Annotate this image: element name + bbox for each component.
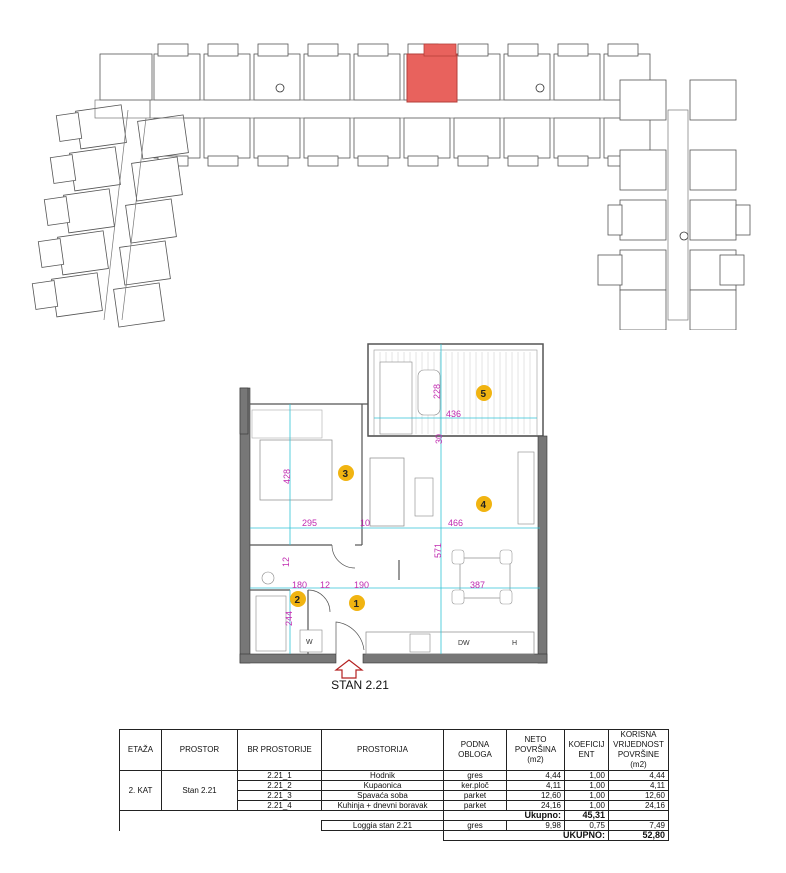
header-prostorija: PROSTORIJA — [322, 730, 444, 771]
room-net-area: 4,44 — [507, 771, 565, 781]
room-net-area: 4,11 — [507, 781, 565, 791]
header-koeficijent: KOEFICIJ ENT — [565, 730, 609, 771]
room-coefficient: 1,00 — [565, 781, 609, 791]
room-net-area: 24,16 — [507, 801, 565, 811]
subtotal-value: 45,31 — [565, 811, 609, 821]
unit-cell: Stan 2.21 — [162, 771, 238, 811]
dim-bedroom-width: 295 — [302, 518, 318, 528]
room-flooring: gres — [444, 771, 507, 781]
loggia-name: Loggia stan 2.21 — [322, 821, 444, 831]
table-row — [120, 771, 669, 781]
bed — [260, 440, 332, 500]
bedroom-door-swing — [332, 545, 355, 568]
room-flooring: ker.ploč — [444, 781, 507, 791]
loggia-coefficient: 0,75 — [565, 821, 609, 831]
header-etaza: ETAŽA — [120, 730, 162, 771]
svg-text:5: 5 — [480, 389, 487, 400]
room-name: Hodnik — [322, 771, 444, 781]
svg-text:4: 4 — [480, 500, 487, 511]
unit-label: STAN 2.21 — [331, 678, 389, 692]
coffee-table — [415, 478, 433, 516]
table-header-row — [120, 730, 669, 771]
subtotal-empty — [609, 811, 669, 821]
room-coefficient: 1,00 — [565, 771, 609, 781]
sun-lounger — [380, 362, 412, 434]
svg-text:2: 2 — [294, 595, 301, 606]
fridge-label: H — [512, 640, 518, 647]
header-neto-povrsina: NETO POVRŠINA (m2) — [507, 730, 565, 771]
dim-loggia-width: 436 — [446, 409, 462, 419]
header-podna-obloga: PODNA OBLOGA — [444, 730, 507, 771]
kitchen-counter — [366, 632, 534, 654]
room-name: Kuhinja + dnevni boravak — [322, 801, 444, 811]
dishwasher-label: DW — [458, 640, 470, 647]
room-net-area: 12,60 — [507, 791, 565, 801]
loggia-spacer — [120, 821, 322, 831]
room-badge-hall — [349, 595, 365, 611]
dim-loggia-depth: 228 — [432, 383, 442, 399]
room-usable-area: 4,44 — [609, 771, 669, 781]
room-coefficient: 1,00 — [565, 801, 609, 811]
loggia-net-area: 9,98 — [507, 821, 565, 831]
room-number: 2.21_3 — [238, 791, 322, 801]
bathtub-shower — [256, 596, 286, 651]
total-row — [120, 831, 669, 841]
room-usable-area: 4,11 — [609, 781, 669, 791]
room-flooring: parket — [444, 801, 507, 811]
dim-hall-width: 190 — [354, 580, 370, 590]
subtotal-spacer — [120, 811, 444, 821]
total-label: UKUPNO: — [444, 831, 609, 841]
room-badge-bathroom — [290, 591, 306, 607]
dim-partition-10: 10 — [360, 518, 371, 528]
dim-bathroom-width: 180 — [292, 580, 308, 590]
svg-text:3: 3 — [342, 469, 349, 480]
washer-label: W — [306, 639, 313, 646]
loggia-flooring: gres — [444, 821, 507, 831]
room-badge-loggia — [476, 385, 492, 401]
room-flooring: parket — [444, 791, 507, 801]
total-spacer — [120, 831, 444, 841]
room-number: 2.21_1 — [238, 771, 322, 781]
header-br-prostorije: BR PROSTORIJE — [238, 730, 322, 771]
dim-wall-12-vertical: 12 — [281, 556, 291, 567]
header-prostor: PROSTOR — [162, 730, 238, 771]
entry-door-swing — [336, 622, 364, 654]
washbasin — [262, 572, 274, 584]
header-korisna: KORISNA VRIJEDNOST POVRŠINE (m2) — [609, 730, 669, 771]
room-number: 2.21_4 — [238, 801, 322, 811]
dim-dining-width: 387 — [470, 580, 486, 590]
room-badge-living — [476, 496, 492, 512]
room-usable-area: 12,60 — [609, 791, 669, 801]
tv-cabinet — [518, 452, 534, 524]
entrance-arrow-icon — [336, 660, 362, 678]
dim-bathroom-depth: 244 — [284, 610, 294, 626]
dim-wall-30: 30 — [434, 433, 444, 444]
dim-living-width: 466 — [448, 518, 464, 528]
svg-text:1: 1 — [353, 599, 360, 610]
loggia-usable-area: 7,49 — [609, 821, 669, 831]
room-badge-bedroom — [338, 465, 354, 481]
stove — [410, 634, 430, 652]
wardrobe — [252, 410, 322, 438]
room-usable-area: 24,16 — [609, 801, 669, 811]
total-value: 52,80 — [609, 831, 669, 841]
room-number: 2.21_2 — [238, 781, 322, 791]
sofa — [370, 458, 404, 526]
room-name: Kupaonica — [322, 781, 444, 791]
room-name: Spavaća soba — [322, 791, 444, 801]
floor-cell: 2. KAT — [120, 771, 162, 811]
room-coefficient: 1,00 — [565, 791, 609, 801]
bathroom-door-swing — [308, 590, 330, 612]
subtotal-label: Ukupno: — [444, 811, 565, 821]
subtotal-row — [120, 811, 669, 821]
dim-bedroom-depth: 428 — [282, 468, 292, 484]
dim-wall-12: 12 — [320, 580, 331, 590]
loggia-row — [120, 821, 669, 831]
area-table — [119, 729, 669, 841]
dim-living-depth: 571 — [433, 542, 443, 558]
